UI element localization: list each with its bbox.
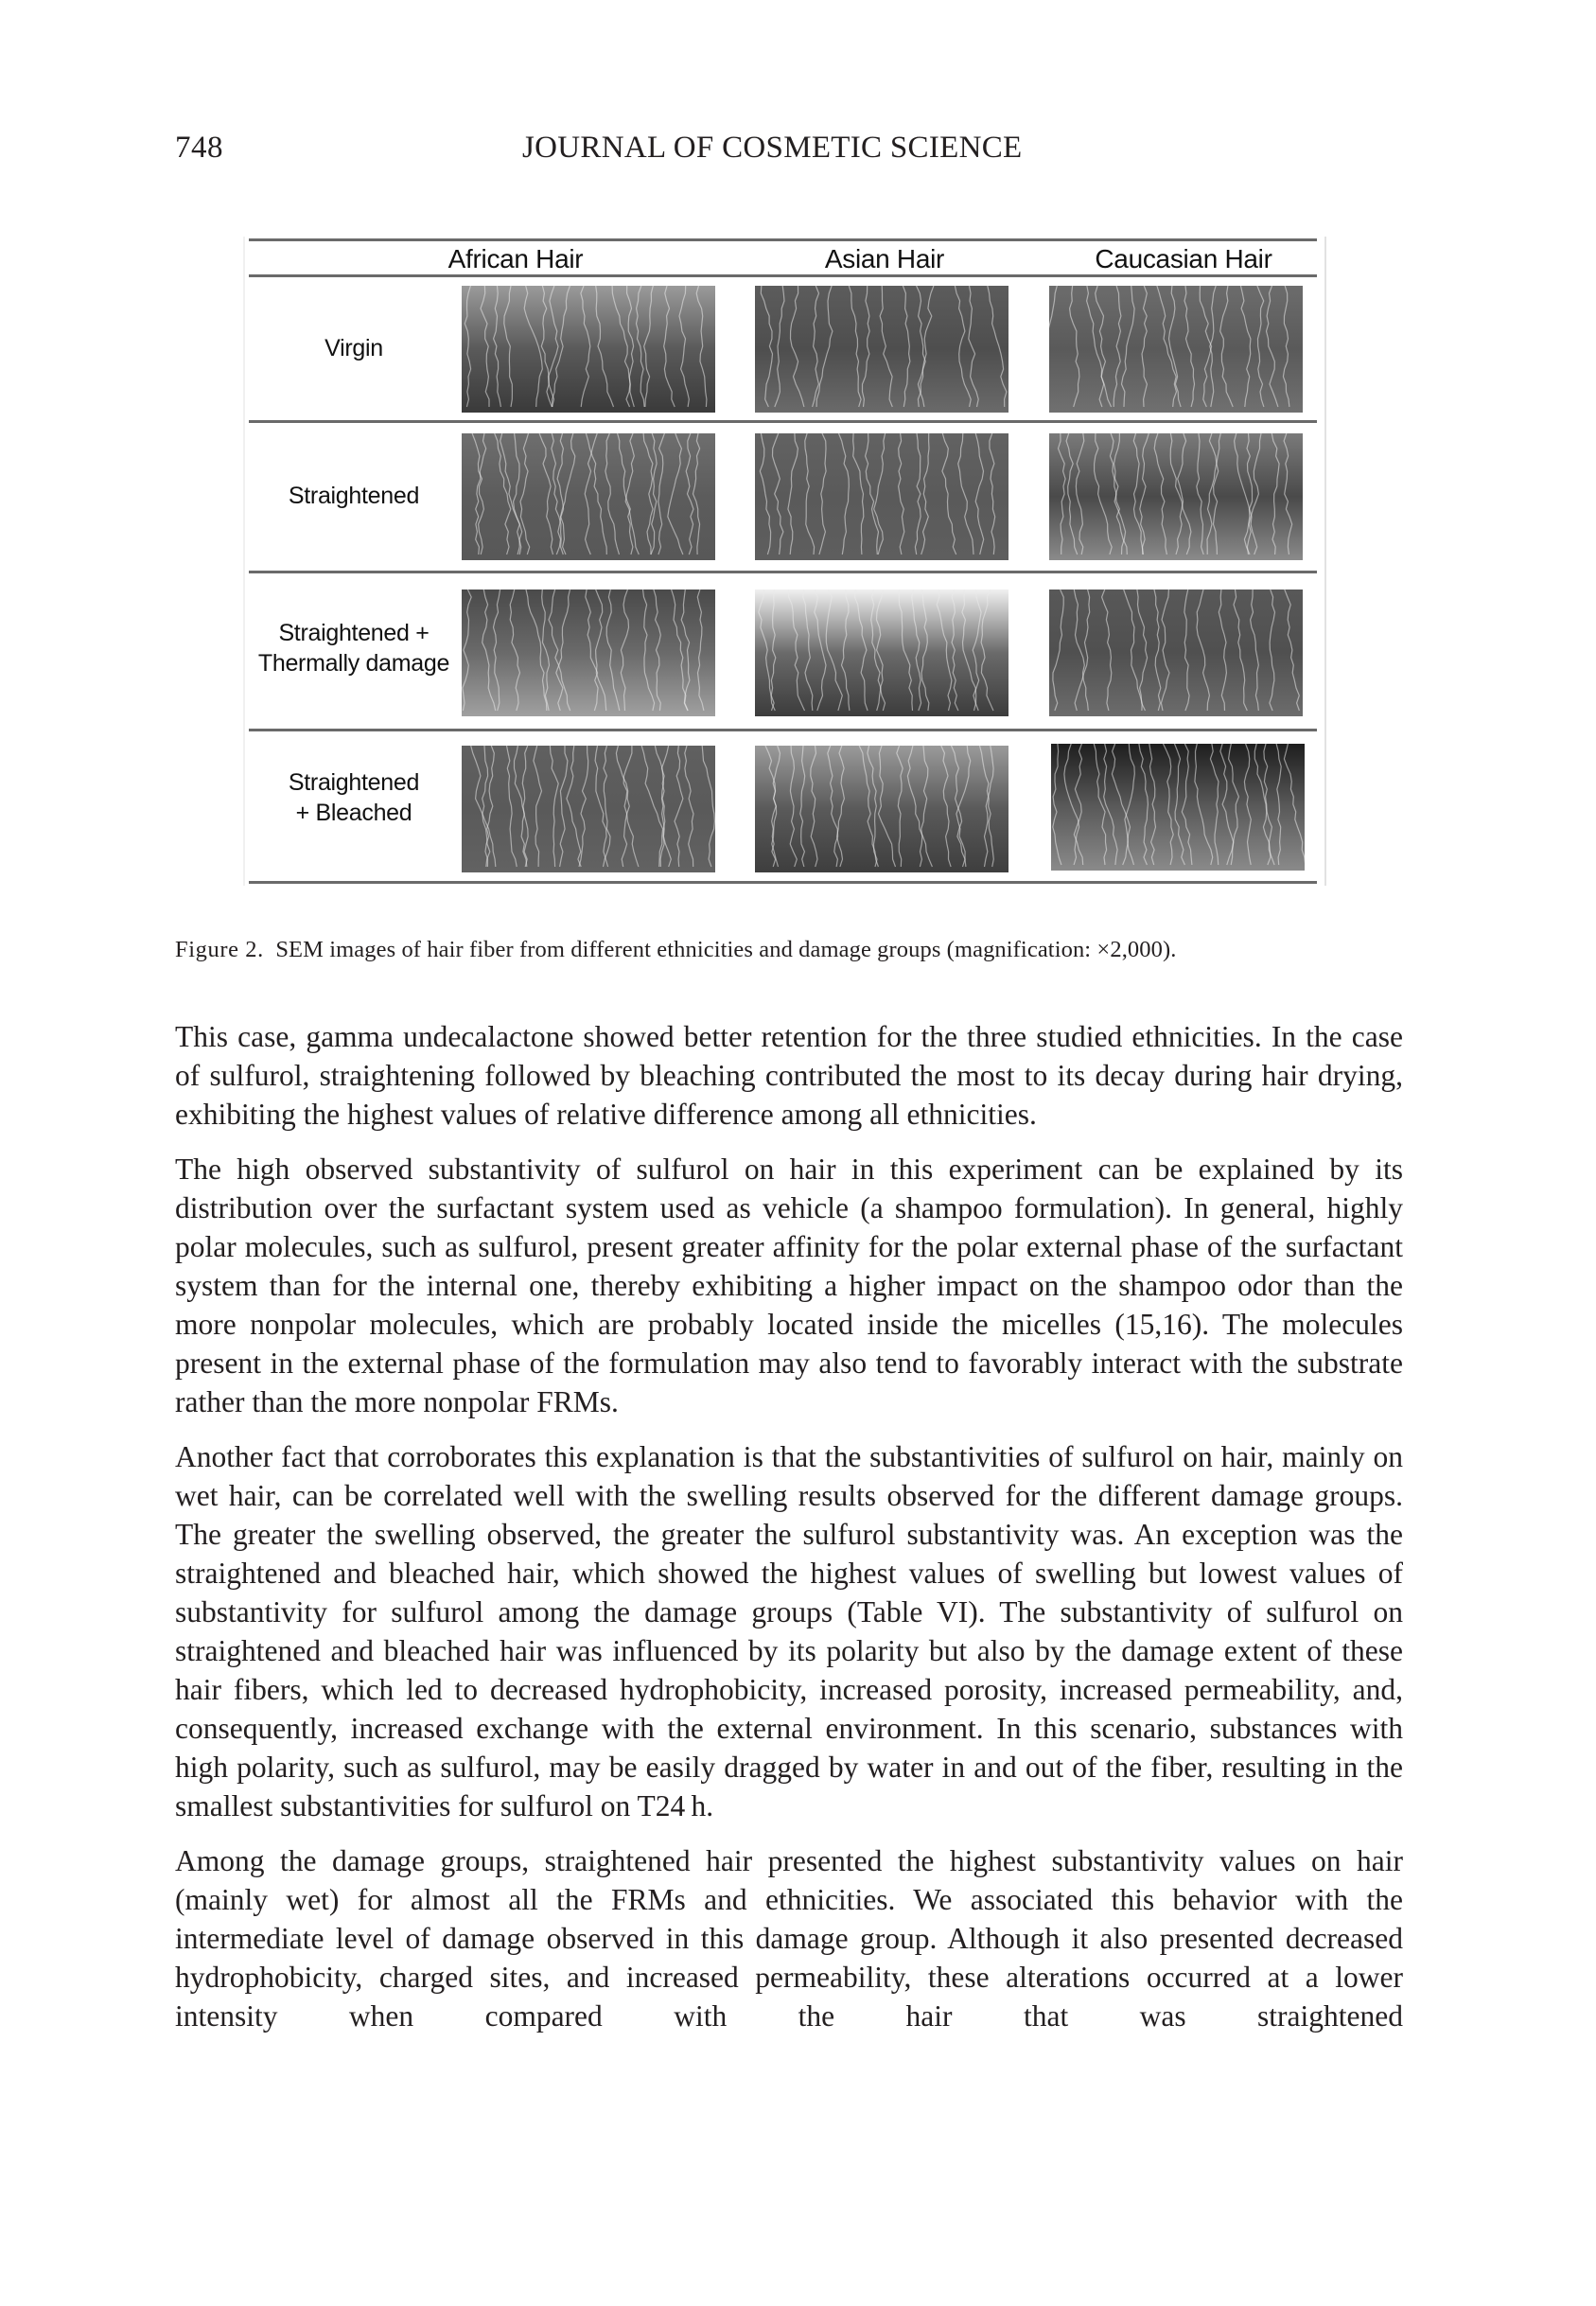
figure-bottom-rule <box>249 881 1317 884</box>
sem-image-bleached-african <box>462 746 715 872</box>
row-label-straightened <box>245 481 463 511</box>
sem-image-thermal-african <box>462 590 715 716</box>
row-rule <box>249 571 1317 573</box>
row-label-line: Thermally damage <box>257 650 450 677</box>
row-label-line: Straightened + <box>278 620 430 646</box>
figure-sem-grid <box>243 237 1326 886</box>
sem-texture <box>755 746 1008 872</box>
sem-image-thermal-caucasian <box>1049 590 1303 716</box>
row-label-line: + Bleached <box>295 800 412 826</box>
row-label-line: Straightened <box>288 483 420 509</box>
row-label-line: Virgin <box>324 335 383 361</box>
sem-image-thermal-asian <box>755 590 1008 716</box>
header-rule <box>249 274 1317 277</box>
sem-image-bleached-caucasian <box>1051 744 1305 871</box>
sem-texture <box>462 433 715 560</box>
column-header-asian: Asian Hair <box>824 244 945 273</box>
sem-texture <box>462 746 715 872</box>
sem-image-virgin-african <box>462 286 715 413</box>
sem-texture <box>1049 433 1303 560</box>
column-header-african: African Hair <box>447 244 584 273</box>
paragraph: Among the damage groups, straightened hair presented the highest substantivity values on hair (mainly wet) for almost all the FRMs and ethnicities. We associated this behavior with the intermediate level of damage observed in this damage group. Although it also presented decreased hydrophobicity, charged sites, and increased permeability, these alterations occurred at a lower intensity when compared with the hair that was straightened <box>175 1844 1403 2033</box>
sem-image-straightened-asian <box>755 433 1008 560</box>
running-head <box>175 131 1405 168</box>
journal-title: JOURNAL OF COSMETIC SCIENCE <box>522 131 1023 165</box>
row-rule <box>249 420 1317 423</box>
row-label-straightened-thermal <box>245 618 463 678</box>
page-number: 748 <box>175 131 223 165</box>
body-text <box>175 1017 1403 2051</box>
figure-top-rule <box>249 238 1317 241</box>
sem-texture <box>462 590 715 716</box>
sem-texture <box>755 590 1008 716</box>
figure-caption <box>175 937 1176 963</box>
sem-image-straightened-caucasian <box>1049 433 1303 560</box>
row-label-straightened-bleached <box>245 767 463 828</box>
sem-texture <box>462 286 715 413</box>
row-label-virgin <box>245 333 463 363</box>
sem-image-bleached-asian <box>755 746 1008 872</box>
figure-caption-text: SEM images of hair fiber from different ethnicities and damage groups (magnification: ×2,000). <box>275 937 1177 962</box>
sem-image-virgin-asian <box>755 286 1008 413</box>
figure-caption-label: Figure 2. <box>175 937 264 962</box>
sem-image-straightened-african <box>462 433 715 560</box>
row-rule <box>249 729 1317 731</box>
column-header-caucasian: Caucasian Hair <box>1095 244 1272 273</box>
sem-texture <box>1051 744 1305 871</box>
sem-texture <box>755 433 1008 560</box>
sem-image-virgin-caucasian <box>1049 286 1303 413</box>
sem-texture <box>1049 590 1303 716</box>
sem-texture <box>1049 286 1303 413</box>
row-label-line: Straightened <box>288 769 420 796</box>
paragraph: This case, gamma undecalactone showed better retention for the three studied ethnicities. In the case of sulfurol, straightening followed by bleaching contributed the most to its decay during hair drying, exhibiting the highest values of relative difference among all ethnicities. <box>175 1020 1403 1131</box>
sem-texture <box>755 286 1008 413</box>
paragraph: Another fact that corroborates this explanation is that the substantivities of sulfurol on hair, mainly on wet hair, can be correlated well with the swelling results observed for the different damage groups. The greater the swelling observed, the greater the sulfurol substantivity was. An exception was the straightened and bleached hair, which showed the highest values of swelling but lowest values of substantivity for sulfurol among the damage groups (Table VI). The substantivity of sulfurol on straightened and bleached hair was influenced by its polarity but also by the damage extent of these hair fibers, which led to decreased hydrophobicity, increased porosity, increased permeability, and, consequently, increased exchange with the external environment. In this scenario, substances with high polarity, such as sulfurol, may be easily dragged by water in and out of the fiber, resulting in the smallest substantivities for sulfurol on T24 h. <box>175 1440 1403 1822</box>
paragraph: The high observed substantivity of sulfurol on hair in this experiment can be explained by its distribution over the surfactant system used as vehicle (a shampoo formulation). In general, highly polar molecules, such as sulfurol, present greater affinity for the polar external phase of the surfactant system than for the internal one, thereby exhibiting a higher impact on the shampoo odor than the more nonpolar molecules, which are probably located inside the micelles (15,16). The molecules present in the external phase of the formulation may also tend to favorably interact with the substrate rather than the more nonpolar FRMs. <box>175 1153 1403 1418</box>
